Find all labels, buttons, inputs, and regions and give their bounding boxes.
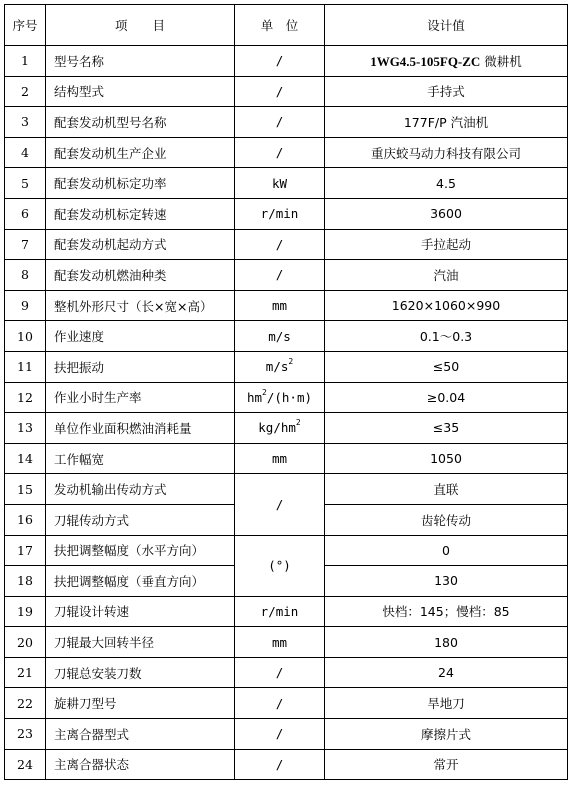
table-row [5, 229, 568, 260]
row-no: 9 [5, 290, 46, 321]
row-item: 刀辊总安装刀数 [46, 657, 235, 688]
row-no: 8 [5, 260, 46, 291]
table-row [5, 198, 568, 229]
unit-exponent: 2 [295, 418, 301, 428]
row-no: 16 [5, 504, 46, 535]
row-unit-merged: (°) [235, 535, 325, 596]
row-item: 主离合器型式 [46, 719, 235, 750]
row-no: 20 [5, 627, 46, 658]
table-row [5, 76, 568, 107]
row-value: 旱地刀 [325, 688, 568, 719]
row-unit [235, 413, 325, 444]
unit-base: kg/hm [258, 420, 296, 436]
unit-exponent: 2 [262, 387, 267, 397]
row-unit: / [235, 137, 325, 168]
row-no: 13 [5, 413, 46, 444]
row-item: 作业速度 [46, 321, 235, 352]
row-value: 0.1～0.3 [325, 321, 568, 352]
row-value: 直联 [325, 474, 568, 505]
row-value: 齿轮传动 [325, 504, 568, 535]
unit-exponent: 2 [288, 357, 294, 367]
row-item: 单位作业面积燃油消耗量 [46, 413, 235, 444]
table-row [5, 168, 568, 199]
row-item: 扶把振动 [46, 351, 235, 382]
table-row [5, 596, 568, 627]
row-unit: / [235, 46, 325, 77]
row-value: 1050 [325, 443, 568, 474]
row-item: 型号名称 [46, 46, 235, 77]
row-no: 2 [5, 76, 46, 107]
row-item: 扶把调整幅度（水平方向） [46, 535, 235, 566]
row-value: 177F/P 汽油机 [325, 107, 568, 138]
table-row [5, 749, 568, 780]
unit-tail: /(h·m) [266, 389, 313, 405]
row-item: 旋耕刀型号 [46, 688, 235, 719]
row-item: 刀辊传动方式 [46, 504, 235, 535]
table-row [5, 688, 568, 719]
row-no: 12 [5, 382, 46, 413]
table-row [5, 107, 568, 138]
row-value: 重庆蛟马动力科技有限公司 [325, 137, 568, 168]
row-unit: r/min [235, 596, 325, 627]
table-row [5, 46, 568, 77]
model-code: 1WG4.5-105FQ-ZC [370, 53, 481, 69]
unit-base: m/s [265, 359, 289, 375]
row-value: 130 [325, 566, 568, 597]
row-item: 配套发动机标定转速 [46, 198, 235, 229]
row-item: 作业小时生产率 [46, 382, 235, 413]
row-item: 发动机输出传动方式 [46, 474, 235, 505]
row-no: 14 [5, 443, 46, 474]
row-unit: / [235, 749, 325, 780]
row-unit: / [235, 76, 325, 107]
row-value: 4.5 [325, 168, 568, 199]
row-unit: mm [235, 627, 325, 658]
header-value: 设计值 [325, 5, 568, 46]
row-value: 常开 [325, 749, 568, 780]
row-no: 6 [5, 198, 46, 229]
row-unit: mm [235, 443, 325, 474]
row-unit: / [235, 719, 325, 750]
table-row [5, 137, 568, 168]
row-item: 配套发动机起动方式 [46, 229, 235, 260]
row-value: 1620×1060×990 [325, 290, 568, 321]
row-unit: / [235, 229, 325, 260]
row-unit: / [235, 657, 325, 688]
row-no: 19 [5, 596, 46, 627]
row-unit: r/min [235, 198, 325, 229]
row-value [325, 46, 568, 77]
header-item: 项 目 [46, 5, 235, 46]
row-item: 整机外形尺寸（长×宽×高） [46, 290, 235, 321]
row-item: 配套发动机燃油种类 [46, 260, 235, 291]
row-unit: / [235, 260, 325, 291]
model-type: 微耕机 [480, 53, 522, 69]
row-value: 快档：145；慢档：85 [325, 596, 568, 627]
row-value: 汽油 [325, 260, 568, 291]
row-no: 4 [5, 137, 46, 168]
table-row [5, 719, 568, 750]
row-value: 0 [325, 535, 568, 566]
table-row [5, 413, 568, 444]
row-item: 刀辊最大回转半径 [46, 627, 235, 658]
row-value: 手拉起动 [325, 229, 568, 260]
unit-base: hm [246, 389, 263, 405]
table-row [5, 627, 568, 658]
row-item: 配套发动机生产企业 [46, 137, 235, 168]
row-value: 3600 [325, 198, 568, 229]
row-unit-merged: / [235, 474, 325, 535]
row-unit: m/s [235, 321, 325, 352]
row-no: 1 [5, 46, 46, 77]
table-row [5, 321, 568, 352]
row-item: 结构型式 [46, 76, 235, 107]
row-unit [235, 382, 325, 413]
row-item: 主离合器状态 [46, 749, 235, 780]
row-no: 7 [5, 229, 46, 260]
row-item: 扶把调整幅度（垂直方向） [46, 566, 235, 597]
row-no: 22 [5, 688, 46, 719]
row-item: 刀辊设计转速 [46, 596, 235, 627]
row-item: 配套发动机型号名称 [46, 107, 235, 138]
header-row [5, 5, 568, 46]
row-value: 24 [325, 657, 568, 688]
table-row [5, 290, 568, 321]
table-row [5, 535, 568, 566]
row-no: 15 [5, 474, 46, 505]
row-unit: / [235, 688, 325, 719]
row-no: 5 [5, 168, 46, 199]
row-value: 摩擦片式 [325, 719, 568, 750]
spec-table [4, 4, 568, 780]
header-no: 序号 [5, 5, 46, 46]
row-no: 23 [5, 719, 46, 750]
row-unit: / [235, 107, 325, 138]
table-row [5, 443, 568, 474]
row-value: 180 [325, 627, 568, 658]
row-item: 配套发动机标定功率 [46, 168, 235, 199]
row-value: ≥0.04 [325, 382, 568, 413]
row-item: 工作幅宽 [46, 443, 235, 474]
row-value: ≤35 [325, 413, 568, 444]
table-row [5, 474, 568, 505]
header-unit: 单 位 [235, 5, 325, 46]
row-no: 11 [5, 351, 46, 382]
table-row [5, 351, 568, 382]
row-unit: kW [235, 168, 325, 199]
row-no: 3 [5, 107, 46, 138]
row-no: 10 [5, 321, 46, 352]
table-row [5, 260, 568, 291]
table-row [5, 382, 568, 413]
table-row [5, 657, 568, 688]
row-no: 17 [5, 535, 46, 566]
row-no: 21 [5, 657, 46, 688]
row-value: ≤50 [325, 351, 568, 382]
row-value: 手持式 [325, 76, 568, 107]
row-unit: mm [235, 290, 325, 321]
row-unit [235, 351, 325, 382]
row-no: 24 [5, 749, 46, 780]
row-no: 18 [5, 566, 46, 597]
